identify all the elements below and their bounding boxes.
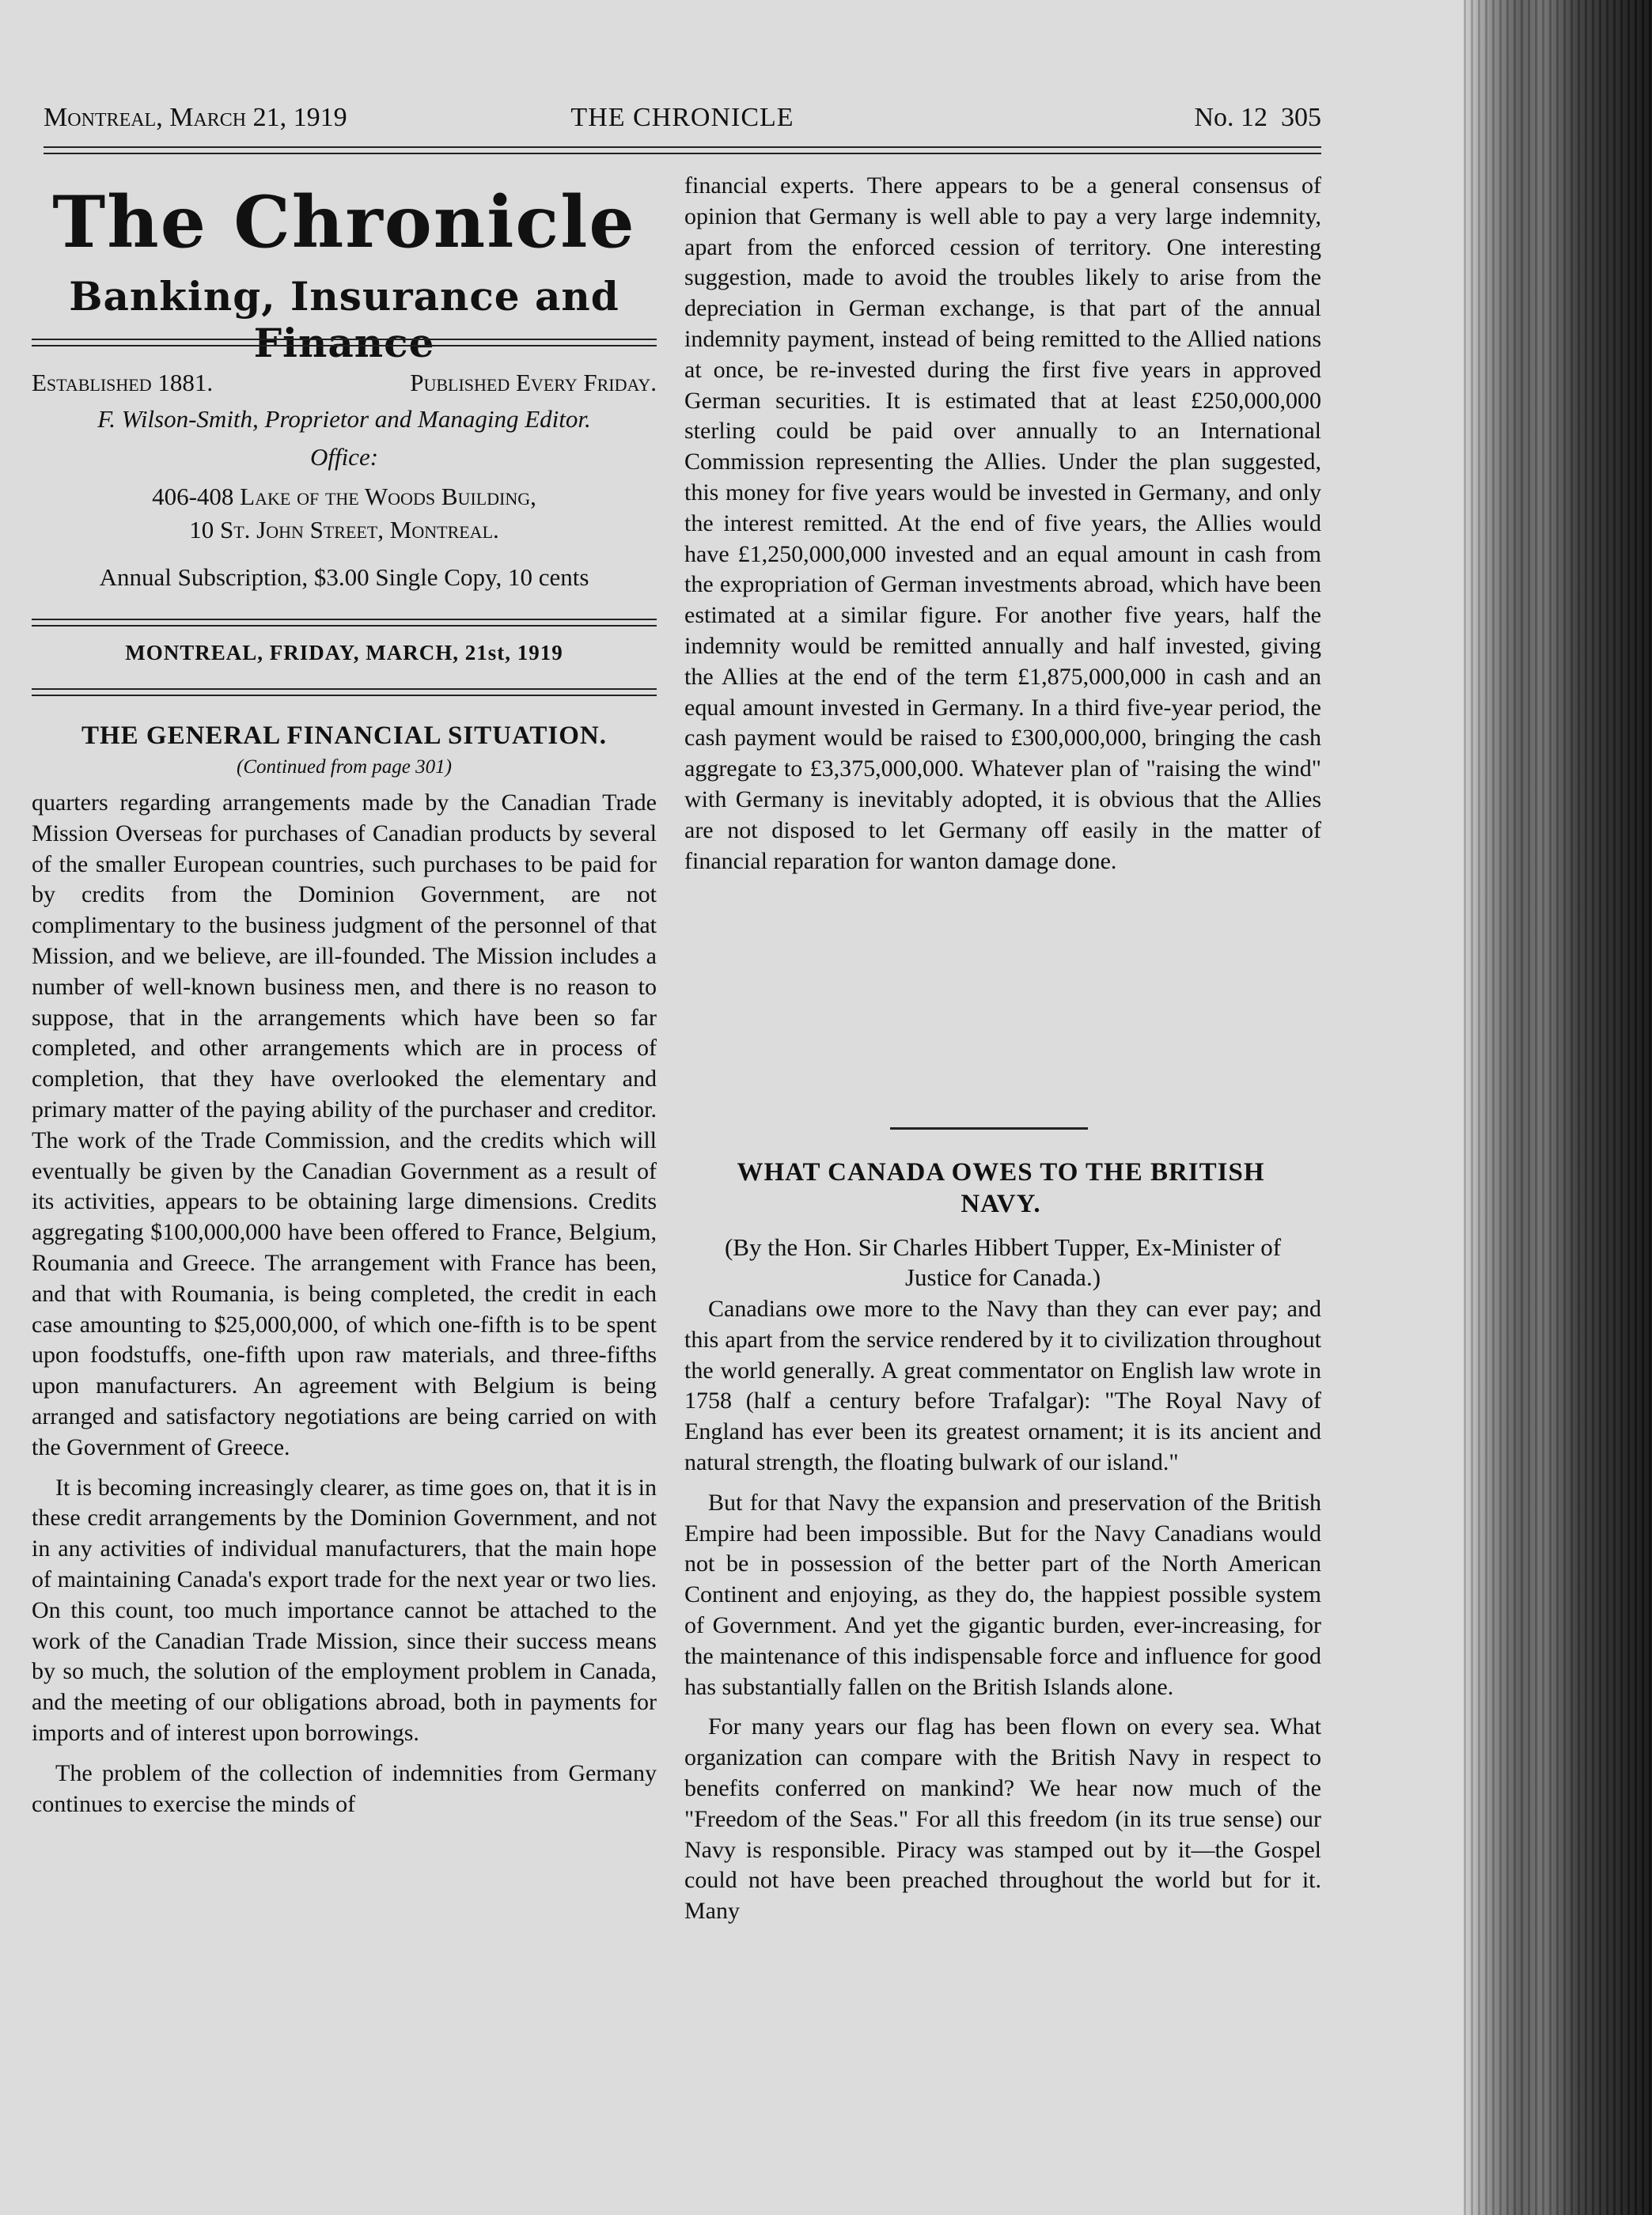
- article1-paragraph: The problem of the collection of indemnities from Germany continues to exercise the minds of: [32, 1759, 657, 1817]
- article-title: THE GENERAL FINANCIAL SITUATION.: [81, 721, 608, 750]
- article1-paragraph: quarters regarding arrangements made by the Canadian Trade Mission Overseas for purchases of Canadian products by several of the smaller European countries, such purchases to be paid for by credits from the Dominion Government, are not complimentary to the business judgment of the personnel of that Mission, and we believe, are ill-founded. The Mission includes a number of well-known business men, and there is no reason to suppose, that in the arrangements which have been so far completed, and other arrangements which are in process of completion, that they have overlooked the elementary and primary matter of the paying ability of the purchaser and creditor. The work of the Trade Commission, and the credits which will eventually be given by the Canadian Government as a result of its activities, appears to be obtaining large dimensions. Credits aggregating $100,000,000 have been offered to France, Belgium, Roumania and Greece. The arrangement with France has been, and that with Roumania, is being completed, the credit in each case amounting to $25,000,000, of which one-fifth is to be spent upon foodstuffs, one-fifth upon raw materials, and three-fifths upon manufacturers. An agreement with Belgium is being arranged and satisfactory negotiations are being carried on with the Government of Greece.: [32, 789, 657, 1460]
- dateline: Montreal, March 21, 1919: [44, 103, 347, 132]
- article2-paragraph: But for that Navy the expansion and preservation of the British Empire had been impossible. But for the Navy Canadians would not be in possession of the better part of the North American Continent and enjoying, as they do, the happiest possible system of Government. And yet the gigantic burden, ever-increasing, for the maintenance of this indispensable force and influence for good has substantially fallen on the British Islands alone.: [684, 1489, 1321, 1700]
- issue-date: MONTREAL, FRIDAY, MARCH, 21st, 1919: [125, 641, 563, 664]
- section-divider: [890, 1127, 1088, 1130]
- masthead-rule-2: [32, 619, 657, 627]
- established: Established 1881.: [32, 369, 214, 396]
- article2-paragraph: For many years our flag has been flown on every sea. What organization can compare with the British Navy in respect to benefits conferred on mankind? We hear now much of the "Freedom of the Seas." For all this freedom (in its true sense) our Navy is responsible. Piracy was stamped out by it—the Gospel could not have been preached throughout the world but for it. Many: [684, 1713, 1321, 1925]
- editor-line: F. Wilson-Smith, Proprietor and Managing Editor.: [97, 405, 591, 433]
- publication-name: THE CHRONICLE: [570, 103, 794, 132]
- address-line-1: 406-408 Lake of the Woods Building,: [152, 483, 536, 510]
- masthead-title: The Chronicle: [52, 180, 636, 264]
- article2-title: WHAT CANADA OWES TO THE BRITISH NAVY.: [737, 1158, 1265, 1218]
- article2-column: [684, 1294, 1321, 1927]
- header-rule: [44, 146, 1321, 154]
- issue-page: [1194, 103, 1321, 133]
- article1-column: [32, 788, 657, 1819]
- subscription-line: Annual Subscription, $3.00 Single Copy, 10 cents: [99, 563, 589, 591]
- office-label: Office:: [309, 443, 379, 471]
- article2-paragraph: Canadians owe more to the Navy than they can ever pay; and this apart from the service rendered by it to civilization throughout the world generally. A great commentator on English law wrote in 1758 (half a century before Trafalgar): "The Royal Navy of England has ever been its greatest ornament; it is its ancient and natural strength, the floating bulwark of our island.": [684, 1296, 1321, 1475]
- masthead-rule-3: [32, 688, 657, 696]
- address-line-2: 10 St. John Street, Montreal.: [189, 516, 499, 543]
- issue-number: No. 12: [1194, 103, 1267, 132]
- article1-continuation: [684, 171, 1321, 877]
- page-number: 305: [1281, 103, 1321, 132]
- masthead-subtitle: Banking, Insurance and Finance: [69, 273, 620, 366]
- article1-paragraph: It is becoming increasingly clearer, as time goes on, that it is in these credit arrangements by the Dominion Government, and not in any activities of individual manufacturers, that the main hope of maintaining Canada's export trade for the next year or two lies. On this count, too much importance cannot be attached to the work of the Canadian Trade Mission, since their success means by so much, the solution of the employment problem in Canada, and the meeting of our obligations abroad, both in payments for imports and of interest upon borrowings.: [32, 1474, 657, 1746]
- published: Published Every Friday.: [410, 369, 657, 396]
- established-line: [32, 369, 657, 397]
- running-header: [44, 95, 1321, 142]
- continued-note: (Continued from page 301): [237, 756, 452, 778]
- article2-byline: (By the Hon. Sir Charles Hibbert Tupper, Ex-Minister of Justice for Canada.): [724, 1233, 1282, 1291]
- masthead-rule: [32, 339, 657, 346]
- continuation-paragraph: financial experts. There appears to be a general consensus of opinion that Germany is well able to pay a very large indemnity, apart from the enforced cession of territory. One interesting suggestion, made to avoid the troubles likely to arise from the depreciation in German exchange, is that part of the annual indemnity payment, instead of being remitted to the Allied nations at once, be re-invested during the first five years in approved German securities. It is estimated that at least £250,000,000 sterling could be paid over annually to an International Commission representing the Allies. Under the plan suggested, this money for five years would be invested in Germany, and only the interest remitted. At the end of five years, the Allies would have £1,250,000,000 invested and an equal amount in cash from the expropriation of German investments abroad, which have been estimated at a similar figure. For another five years, half the indemnity would be remitted annually and half invested, giving the Allies at the end of the term £1,875,000,000 in cash and an equal amount invested in Germany. In a third five-year period, the cash payment would be raised to £300,000,000, bringing the cash aggregate to £3,375,000,000. Whatever plan of "raising the wind" with Germany is inevitably adopted, it is obvious that the Allies are not disposed to let Germany off easily in the matter of financial reparation for wanton damage done.: [684, 172, 1321, 874]
- book-spine: [1464, 0, 1652, 2215]
